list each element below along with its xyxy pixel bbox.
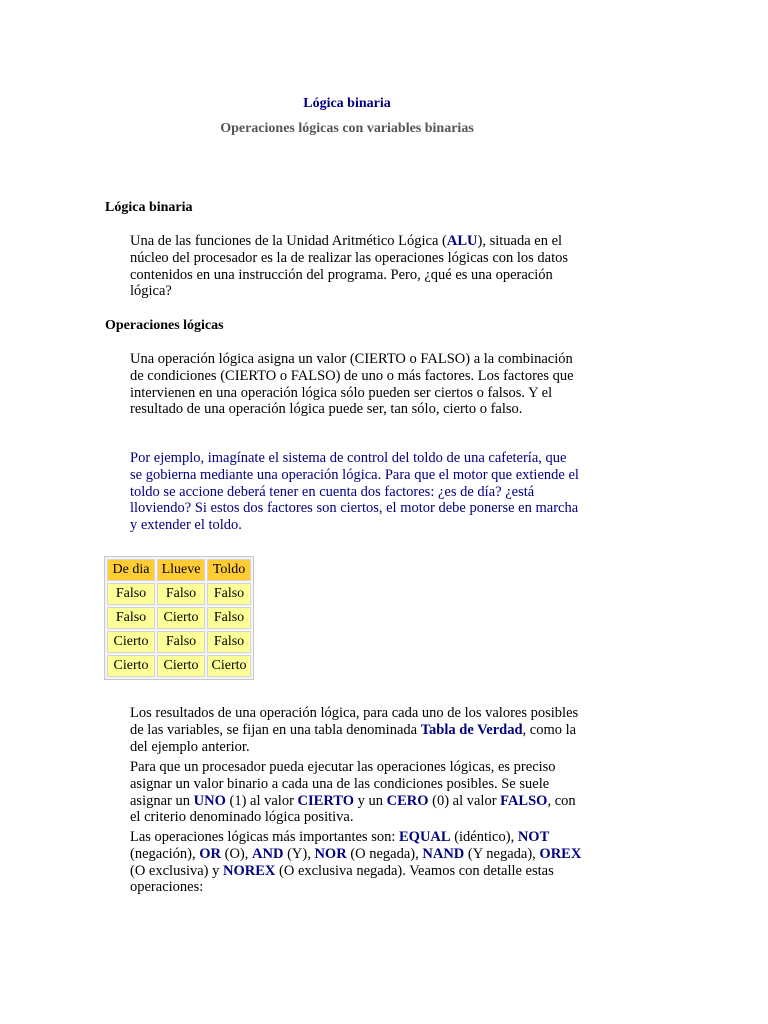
truth-table-row xyxy=(107,583,251,605)
text-span: Para que un procesador pueda ejecutar las operaciones lógicas, es preciso asignar un valor binario a cada una de las condiciones posibles. Se suele asignar un xyxy=(130,759,556,809)
truth-table-cell: Falso xyxy=(157,583,205,605)
truth-table-cell: Falso xyxy=(207,631,251,653)
truth-table-cell: Falso xyxy=(157,631,205,653)
page-subtitle: Operaciones lógicas con variables binarias xyxy=(220,121,474,136)
paragraph-operaciones-importantes xyxy=(130,829,582,896)
text-span: y un xyxy=(353,792,387,809)
text-span: ), situada en el núcleo del procesador es la de realizar las operaciones lógicas con los datos contenidos en una instrucción del programa. Pero, ¿qué es una operación lógica? xyxy=(130,233,569,300)
page-title: Lógica binaria xyxy=(303,96,391,111)
truth-table-header: Llueve xyxy=(157,559,205,581)
text-span: , como la del ejemplo anterior. xyxy=(130,721,577,755)
keyword-cero: CERO xyxy=(386,792,429,809)
text-span: (0) al valor xyxy=(428,792,501,809)
truth-table-cell: Cierto xyxy=(157,607,205,629)
text-span: (Y negada), xyxy=(464,845,540,862)
text-span: (1) al valor xyxy=(225,792,298,809)
text-span: Los resultados de una operación lógica, para cada uno de los valores posibles de las variables, se fijan en una tabla denominada xyxy=(130,705,579,738)
keyword-orex: OREX xyxy=(539,845,582,862)
keyword-tabla-de-verdad: Tabla de Verdad xyxy=(420,721,523,738)
truth-table-cell: Falso xyxy=(107,583,155,605)
text-span: (O exclusiva negada). Veamos con detalle estas operaciones: xyxy=(130,862,554,896)
keyword-nor: NOR xyxy=(314,845,347,862)
text-span: (Y), xyxy=(283,845,315,862)
truth-table-cell: Cierto xyxy=(107,655,155,677)
keyword-nand: NAND xyxy=(422,845,465,862)
keyword-cierto: CIERTO xyxy=(297,792,354,809)
truth-table-row xyxy=(107,655,251,677)
text-span: (O exclusiva) y xyxy=(130,862,224,879)
paragraph-tabla-verdad xyxy=(130,705,582,755)
paragraph-alu xyxy=(130,233,582,300)
truth-table-header: Toldo xyxy=(207,559,251,581)
truth-table-header: De dia xyxy=(107,559,155,581)
paragraph-valor-binario xyxy=(130,759,582,826)
text-span: (O), xyxy=(221,845,253,862)
text-span: (O negada), xyxy=(346,845,423,862)
text-span: (negación), xyxy=(130,845,200,862)
truth-table-cell: Cierto xyxy=(207,655,251,677)
keyword-falso: FALSO xyxy=(500,792,548,809)
truth-table-cell: Cierto xyxy=(107,631,155,653)
truth-table-cell: Falso xyxy=(207,583,251,605)
heading-logica-binaria: Lógica binaria xyxy=(105,200,193,215)
keyword-or: OR xyxy=(199,845,221,862)
truth-table xyxy=(104,556,254,680)
truth-table-cell: Falso xyxy=(207,607,251,629)
truth-table-cell: Cierto xyxy=(157,655,205,677)
keyword-uno: UNO xyxy=(193,792,226,809)
truth-table-row xyxy=(107,631,251,653)
keyword-norex: NOREX xyxy=(223,862,276,879)
keyword-equal: EQUAL xyxy=(399,829,451,845)
truth-table-cell: Falso xyxy=(107,607,155,629)
keyword-not: NOT xyxy=(517,829,550,845)
text-span: Una de las funciones de la Unidad Aritmético Lógica ( xyxy=(130,233,447,249)
text-span: (idéntico), xyxy=(450,829,518,845)
truth-table-header-row xyxy=(107,559,251,581)
paragraph-operacion-definicion: Una operación lógica asigna un valor (CIERTO o FALSO) a la combinación de condiciones (CIERTO o FALSO) de uno o más factores. Los factores que intervienen en una operación lógica sólo pueden ser ciertos o falsos. Y el resultado de una operación lógica puede ser, tan sólo, cierto o falso. xyxy=(130,351,574,418)
text-span: , con el criterio denominado lógica positiva. xyxy=(130,792,576,826)
heading-operaciones-logicas: Operaciones lógicas xyxy=(105,318,224,333)
text-span: Las operaciones lógicas más importantes son: xyxy=(130,829,399,845)
keyword-alu: ALU xyxy=(446,233,478,249)
keyword-and: AND xyxy=(252,845,284,862)
paragraph-ejemplo-toldo: Por ejemplo, imagínate el sistema de control del toldo de una cafetería, que se gobierna mediante una operación lógica. Para que el motor que extiende el toldo se accione deberá tener en cuenta dos factores: ¿es de día? ¿está lloviendo? Si estos dos factores son ciertos, el motor debe ponerse en marcha y extender el toldo. xyxy=(130,450,579,534)
truth-table-row xyxy=(107,607,251,629)
